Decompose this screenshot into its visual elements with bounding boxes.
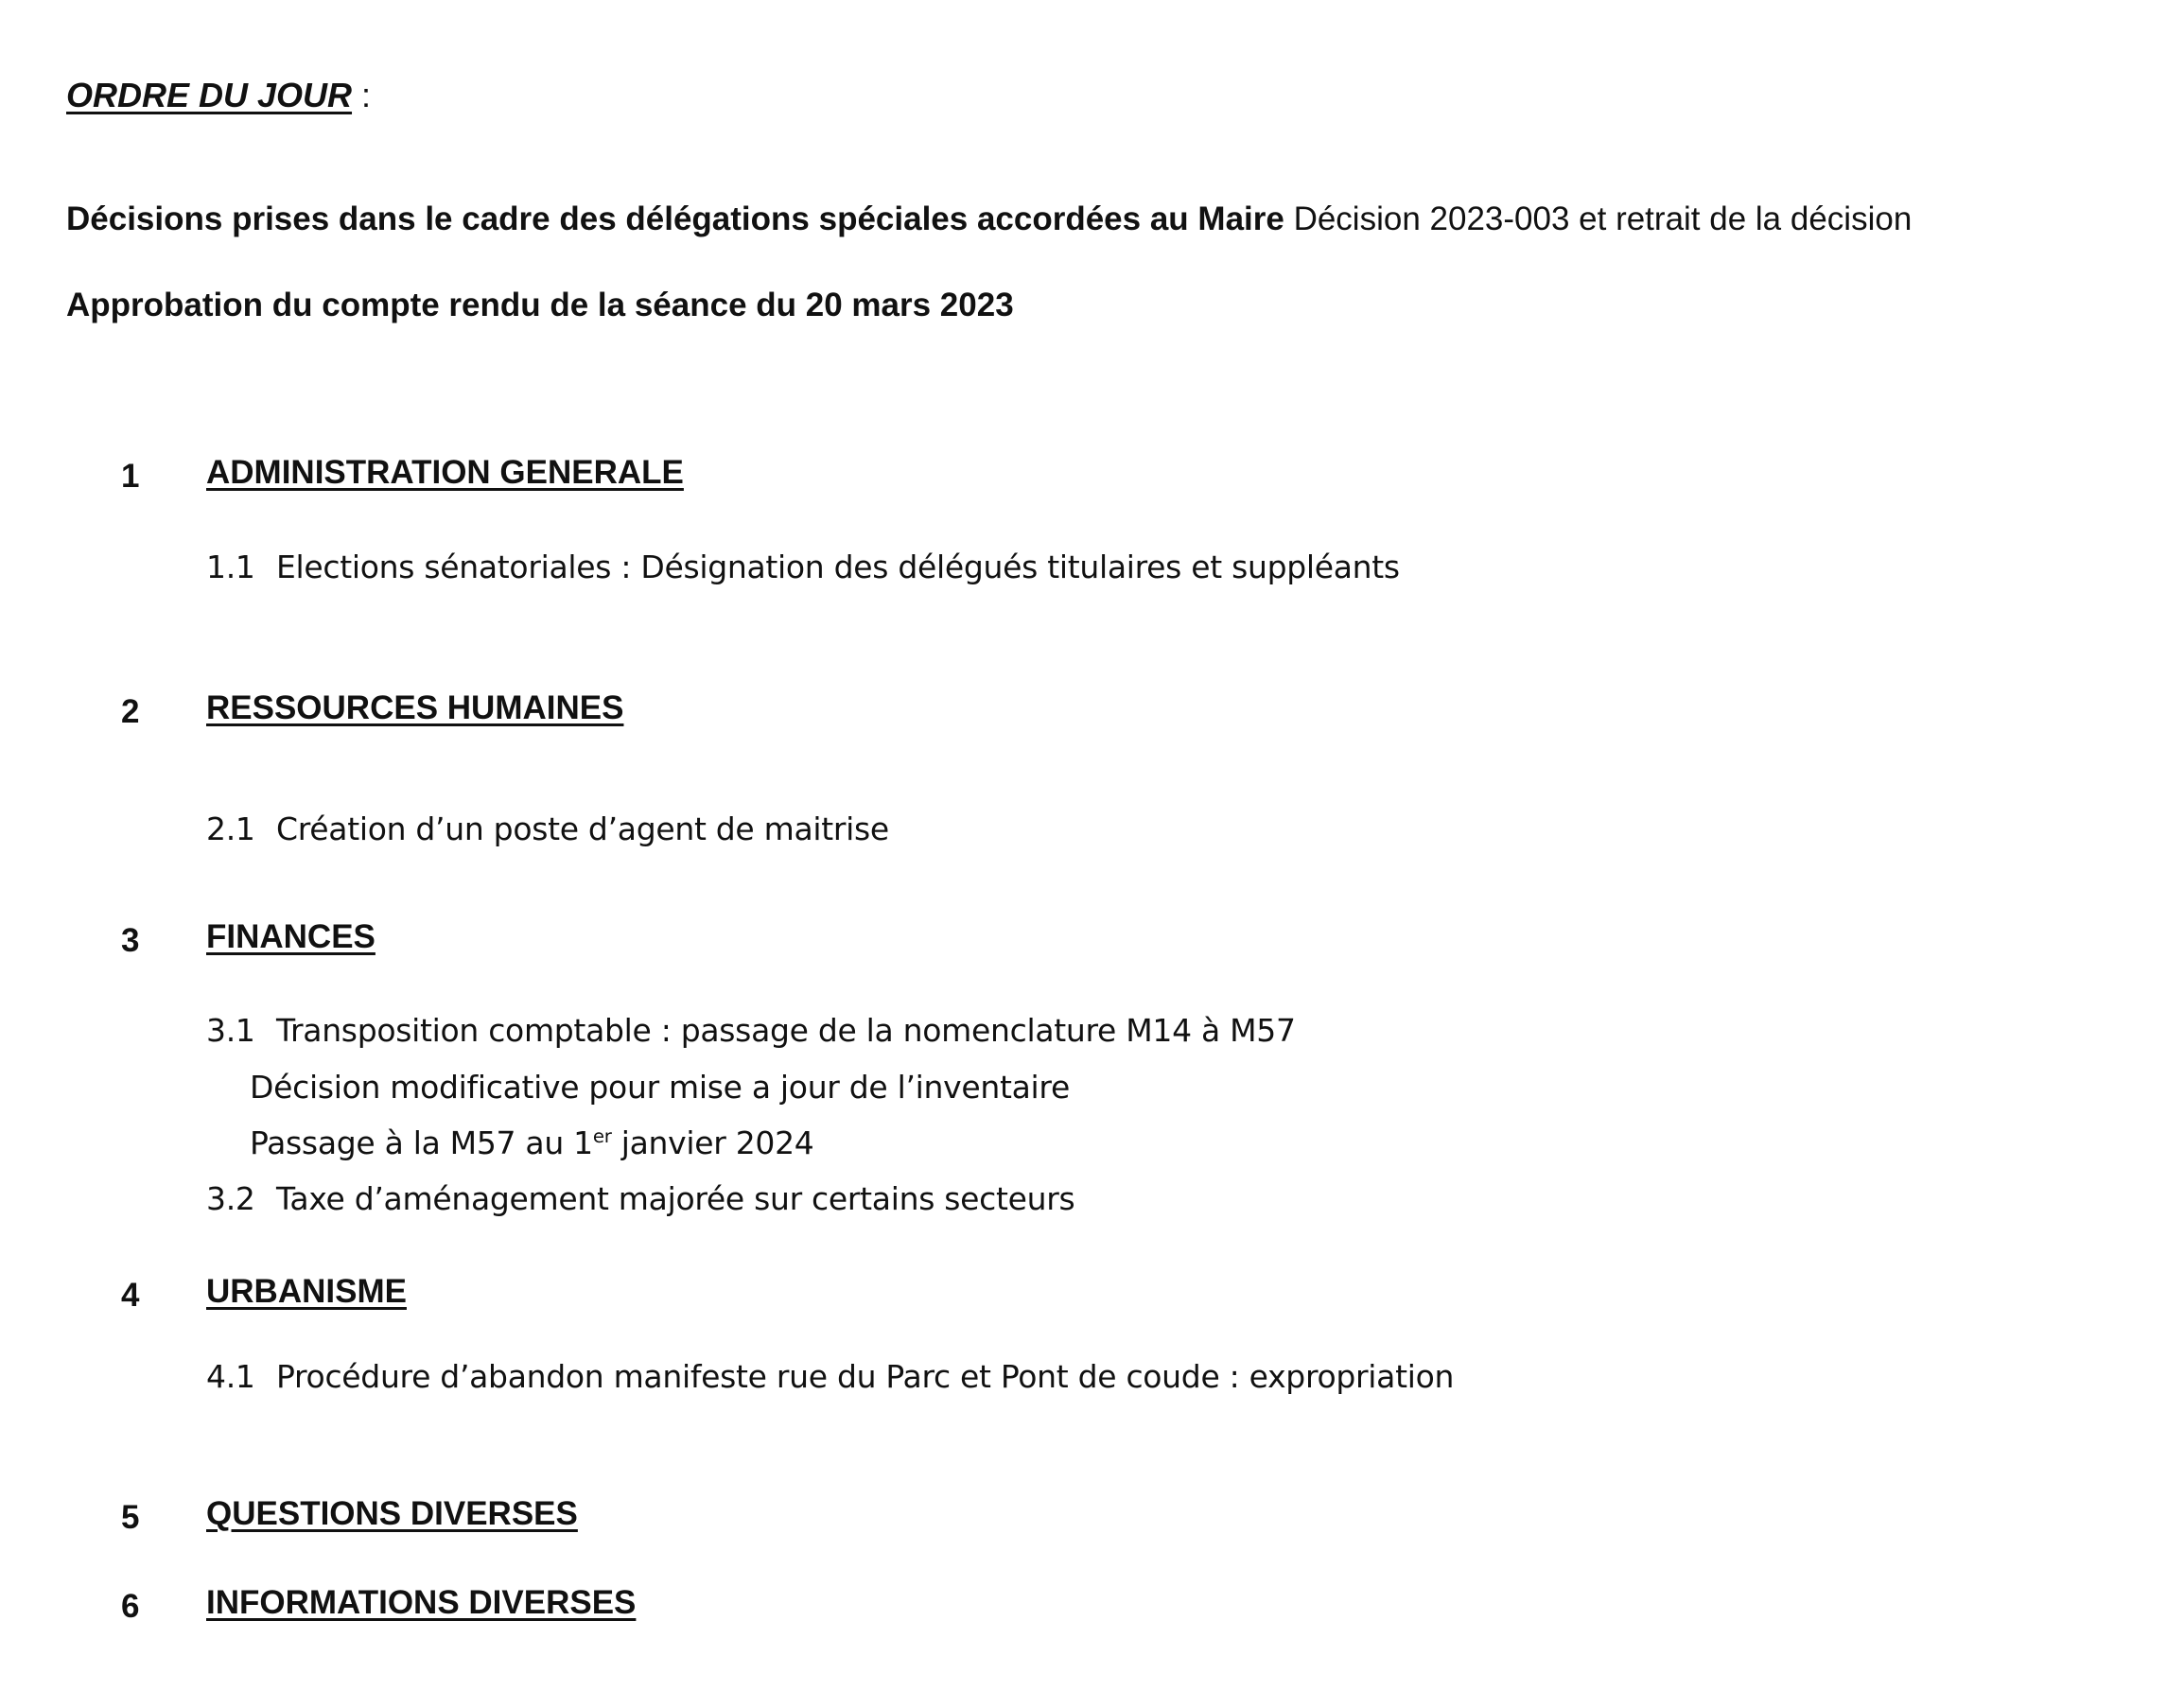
section-title: QUESTIONS DIVERSES (206, 1495, 578, 1532)
section-number: 1 (121, 458, 140, 495)
section-title: URBANISME (206, 1273, 407, 1310)
section-number: 5 (121, 1499, 140, 1536)
agenda-item (206, 810, 889, 847)
agenda-item (206, 549, 1400, 585)
item-text: Création d’un poste d’agent de maitrise (276, 810, 889, 847)
item-number: 3.2 (206, 1180, 255, 1217)
page-title (66, 76, 371, 115)
agenda-item (206, 1012, 1296, 1049)
item-number: 1.1 (206, 549, 255, 585)
item-text: Procédure d’abandon manifeste rue du Parc et Pont de coude : expropriation (276, 1358, 1455, 1395)
intro-line-approbation (66, 287, 1014, 324)
intro-line-decisions (66, 200, 1912, 238)
subline-text-end: janvier 2024 (611, 1124, 814, 1161)
item-text: Transposition comptable : passage de la nomenclature M14 à M57 (276, 1012, 1296, 1049)
subline-text: Passage à la M57 au 1 (250, 1124, 593, 1161)
subline-superscript: er (592, 1125, 612, 1147)
item-number: 4.1 (206, 1358, 255, 1395)
section-number: 6 (121, 1588, 140, 1625)
agenda-subline: Décision modificative pour mise a jour de l’inventaire (250, 1069, 1070, 1106)
intro-line1-bold: Décisions prises dans le cadre des délégations spéciales accordées au Maire (66, 200, 1284, 237)
section-title: FINANCES (206, 918, 376, 955)
item-text: Taxe d’aménagement majorée sur certains secteurs (276, 1180, 1075, 1217)
section-number: 3 (121, 922, 140, 959)
agenda-item (206, 1358, 1454, 1395)
section-number: 2 (121, 693, 140, 730)
item-number: 3.1 (206, 1012, 255, 1049)
item-number: 2.1 (206, 810, 255, 847)
intro-line1-normal: Décision 2023-003 et retrait de la décision (1284, 200, 1913, 237)
section-number: 4 (121, 1277, 140, 1314)
title-text: ORDRE DU JOUR (66, 76, 353, 114)
section-title: INFORMATIONS DIVERSES (206, 1584, 637, 1621)
agenda-subline (250, 1124, 814, 1161)
section-title: RESSOURCES HUMAINES (206, 689, 624, 726)
item-text: Elections sénatoriales : Désignation des délégués titulaires et suppléants (276, 549, 1400, 585)
intro-line2-bold: Approbation du compte rendu de la séance du 20 mars 2023 (66, 287, 1014, 323)
agenda-item (206, 1180, 1074, 1217)
section-title: ADMINISTRATION GENERALE (206, 454, 684, 491)
title-colon: : (352, 76, 372, 114)
